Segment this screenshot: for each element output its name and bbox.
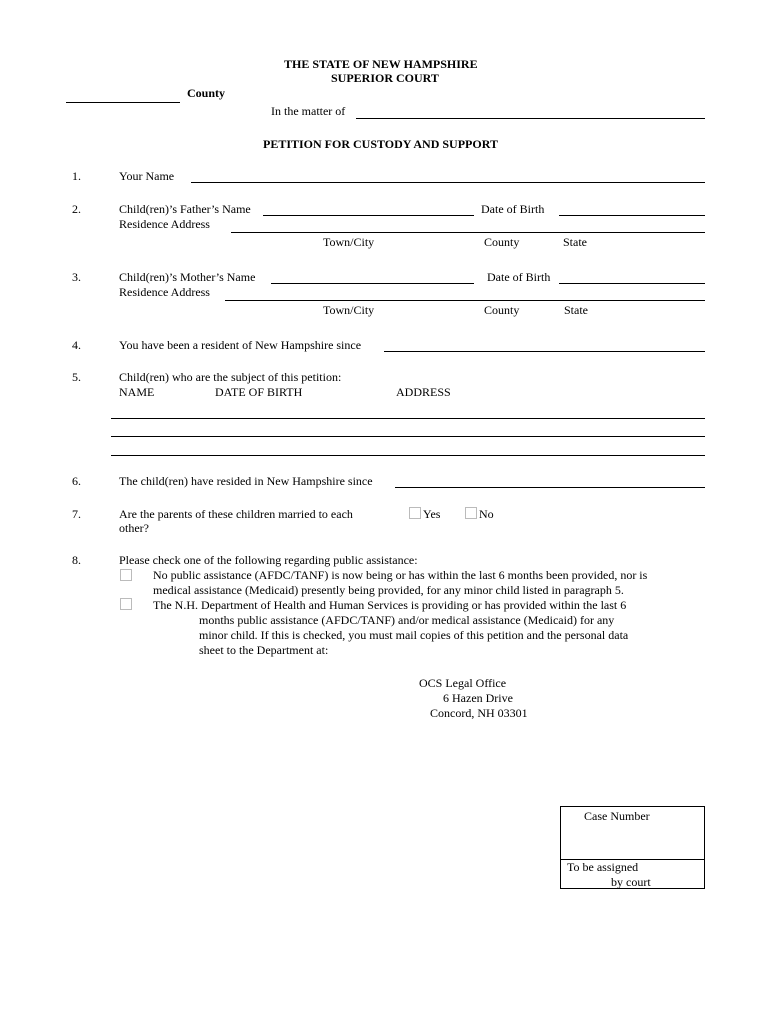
county-field[interactable] (66, 102, 180, 103)
yes-label: Yes (423, 507, 441, 521)
item-number: 2. (72, 202, 81, 216)
dhhs-assistance-text-cont: sheet to the Department at: (199, 643, 329, 657)
matter-field[interactable] (356, 118, 705, 119)
children-resided-field[interactable] (395, 487, 705, 488)
father-dob-field[interactable] (559, 215, 705, 216)
no-label: No (479, 507, 494, 521)
dhhs-assistance-text: The N.H. Department of Health and Human Services is providing or has provided within the last 6 (153, 598, 627, 612)
mother-address-field[interactable] (225, 300, 705, 301)
state-sub-label: State (564, 303, 588, 317)
state-sub-label: State (563, 235, 587, 249)
no-checkbox[interactable] (465, 507, 477, 519)
child-row-field[interactable] (111, 455, 705, 456)
resident-since-label: You have been a resident of New Hampshire since (119, 338, 362, 352)
mother-name-label: Child(ren)’s Mother’s Name (119, 270, 256, 284)
mail-address-line: Concord, NH 03301 (430, 706, 528, 720)
married-question-label-cont: other? (119, 521, 149, 535)
case-number-note-cont: by court (611, 875, 651, 889)
item-number: 1. (72, 169, 81, 183)
your-name-label: Your Name (119, 169, 175, 183)
matter-label: In the matter of (271, 104, 346, 118)
married-question-label: Are the parents of these children married to each (119, 507, 353, 521)
county-sub-label: County (484, 303, 520, 317)
dhhs-assistance-text-cont: minor child. If this is checked, you must mail copies of this petition and the personal data (199, 628, 629, 642)
children-subject-label: Child(ren) who are the subject of this petition: (119, 370, 342, 384)
case-number-note: To be assigned (567, 860, 639, 874)
child-row-field[interactable] (111, 418, 705, 419)
mail-address-line: OCS Legal Office (419, 676, 507, 690)
form-title: PETITION FOR CUSTODY AND SUPPORT (263, 137, 498, 151)
mother-dob-field[interactable] (559, 283, 705, 284)
father-name-label: Child(ren)’s Father’s Name (119, 202, 251, 216)
children-resided-label: The child(ren) have resided in New Hampshire since (119, 474, 373, 488)
item-number: 7. (72, 507, 81, 521)
mother-dob-label: Date of Birth (487, 270, 551, 284)
item-number: 6. (72, 474, 81, 488)
father-address-field[interactable] (231, 232, 705, 233)
item-number: 8. (72, 553, 81, 567)
dhhs-assistance-text-cont: months public assistance (AFDC/TANF) and/or medical assistance (Medicaid) for any (199, 613, 615, 627)
resident-since-field[interactable] (384, 351, 705, 352)
public-assistance-label: Please check one of the following regarding public assistance: (119, 553, 418, 567)
father-address-label: Residence Address (119, 217, 210, 231)
item-number: 4. (72, 338, 81, 352)
county-label: County (187, 86, 226, 100)
item-number: 5. (72, 370, 81, 384)
mother-address-label: Residence Address (119, 285, 210, 299)
county-sub-label: County (484, 235, 520, 249)
column-address: ADDRESS (396, 385, 451, 399)
no-assistance-checkbox[interactable] (120, 569, 132, 581)
no-assistance-text: No public assistance (AFDC/TANF) is now being or has within the last 6 months been provided, nor is (153, 568, 648, 582)
town-city-label: Town/City (323, 235, 375, 249)
case-number-label: Case Number (584, 809, 650, 823)
column-dob: DATE OF BIRTH (215, 385, 303, 399)
state-title: THE STATE OF NEW HAMPSHIRE (284, 57, 478, 71)
father-name-field[interactable] (263, 215, 474, 216)
child-row-field[interactable] (111, 436, 705, 437)
mail-address-line: 6 Hazen Drive (443, 691, 513, 705)
your-name-field[interactable] (191, 182, 705, 183)
item-number: 3. (72, 270, 81, 284)
no-assistance-text-cont: medical assistance (Medicaid) presently being provided, for any minor child listed in paragraph 5. (153, 583, 624, 597)
court-title: SUPERIOR COURT (331, 71, 439, 85)
mother-name-field[interactable] (271, 283, 474, 284)
yes-checkbox[interactable] (409, 507, 421, 519)
town-city-label: Town/City (323, 303, 375, 317)
dhhs-assistance-checkbox[interactable] (120, 598, 132, 610)
column-name: NAME (119, 385, 155, 399)
father-dob-label: Date of Birth (481, 202, 545, 216)
